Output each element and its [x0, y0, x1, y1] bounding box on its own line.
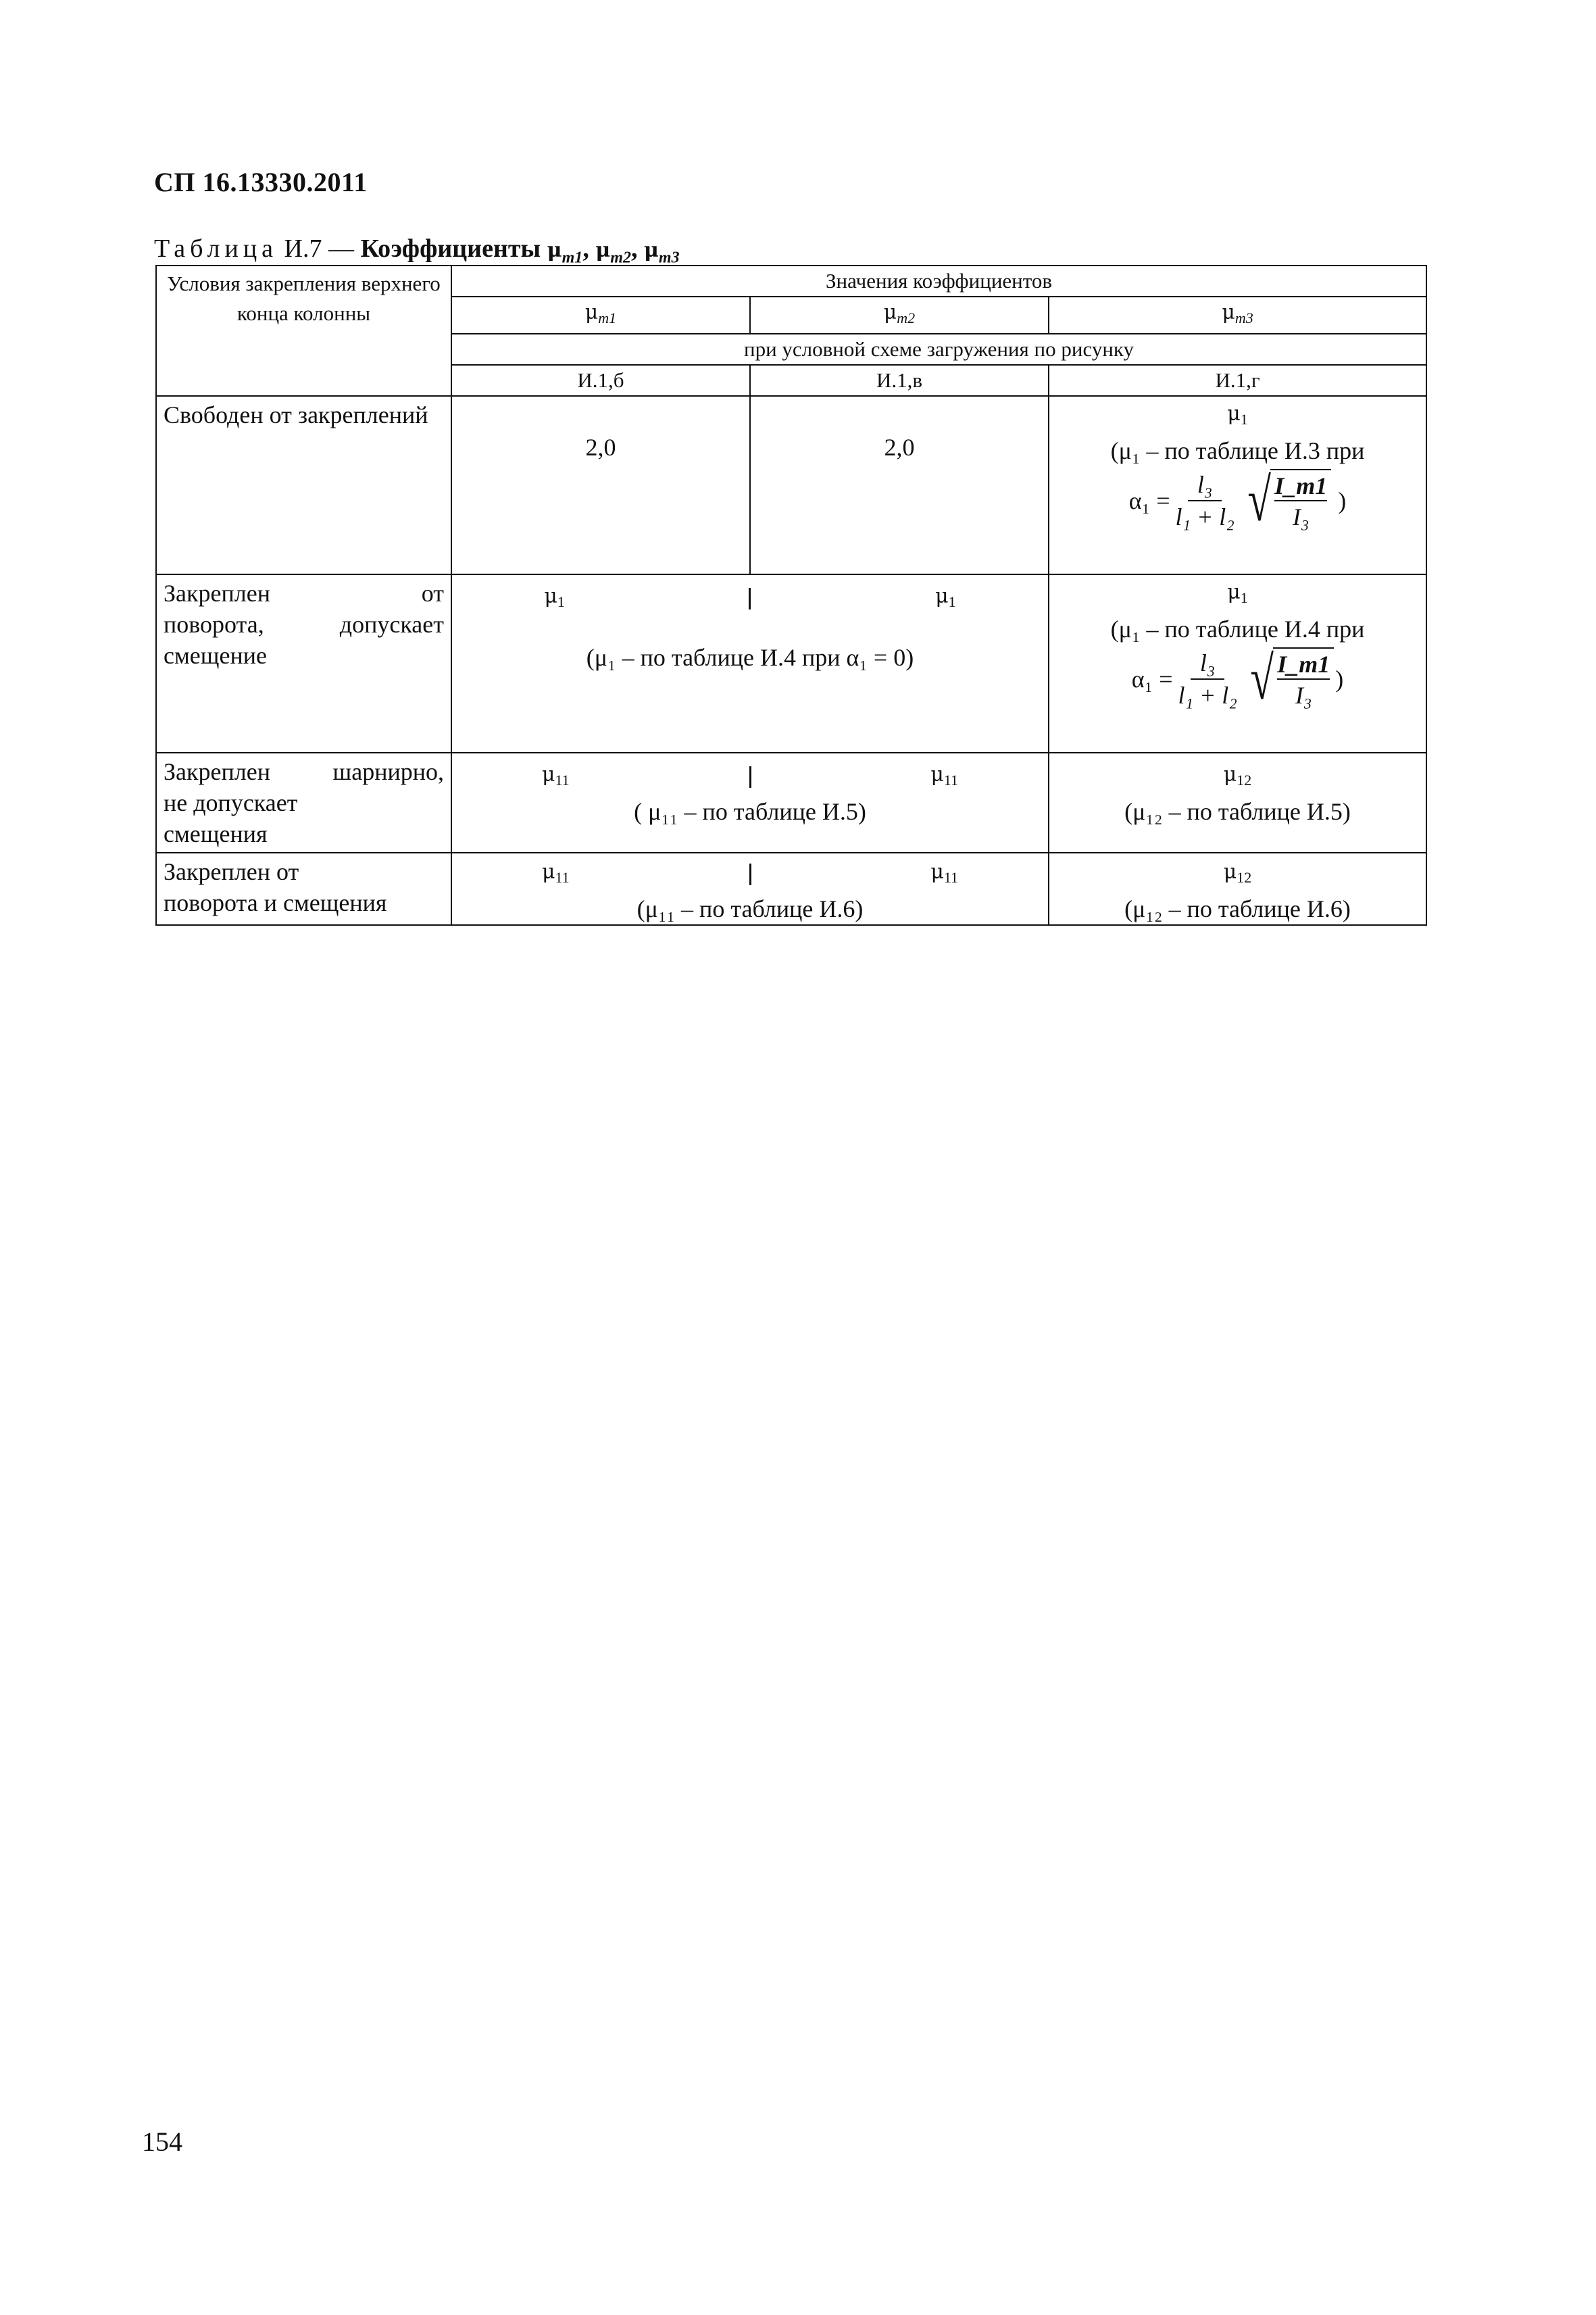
- row-condition: Закреплен шарнирно, не допускает смещения: [156, 753, 451, 853]
- header-scheme-g: И.1,г: [1049, 365, 1426, 396]
- table-caption: Таблица И.7 — Коэффициенты $\mu_{m1}$, $\mu_{m2}$, $\mu_{m3}$: [154, 234, 680, 267]
- caption-number: И.7: [284, 234, 322, 263]
- header-coef-m2: $\mu_{m2}$: [750, 297, 1049, 334]
- caption-mu-2: μ: [595, 239, 611, 262]
- row-value: 2,0: [451, 396, 750, 574]
- column-separator: [749, 766, 751, 788]
- table-row: [156, 753, 1426, 853]
- header-scheme-v: И.1,в: [750, 365, 1049, 396]
- row-condition: Закреплен от поворота, допускает смещение: [156, 574, 451, 753]
- document-code: СП 16.13330.2011: [154, 167, 368, 197]
- caption-mu-3: μ: [643, 239, 659, 262]
- coefficients-table: [155, 265, 1427, 926]
- row-condition: Свободен от закреплений: [156, 396, 451, 574]
- header-scheme-b: И.1,б: [451, 365, 750, 396]
- header-coef-m3: $\mu_{m3}$: [1049, 297, 1426, 334]
- column-separator: [749, 864, 751, 885]
- row-merged-values: $\mu_{11}$ $\mu_{11}$ (μ₁₁ – по таблице И.6): [451, 853, 1049, 925]
- row-value: $\mu_{12}$ (μ₁₂ – по таблице И.5): [1049, 753, 1426, 853]
- column-separator: [749, 588, 751, 609]
- row-formula: $\mu_1$ (μ₁ – по таблице И.4 при α₁ = $\frac{\text{l₃}}{\text{l₁ + l₂}}$ √ $\frac{I\_m1}{\text{I₃}}$ ): [1049, 574, 1426, 753]
- table-row: [156, 853, 1426, 925]
- caption-title: Коэффициенты: [360, 234, 541, 263]
- row-formula: $\mu_1$ (μ₁ – по таблице И.3 при α₁ = $\frac{\text{l₃}}{\text{l₁ + l₂}}$ √ $\frac{I\_m1}{\text{I₃}}$ ): [1049, 396, 1426, 574]
- row-value: 2,0: [750, 396, 1049, 574]
- row-merged-values: $\mu_{11}$ $\mu_{11}$ ( μ₁₁ – по таблице И.5): [451, 753, 1049, 853]
- row-value: $\mu_{12}$ (μ₁₂ – по таблице И.6): [1049, 853, 1426, 925]
- caption-dash: —: [328, 234, 354, 263]
- header-scheme-note: при условной схеме загружения по рисунку: [451, 334, 1426, 365]
- header-coef-m1: $\mu_{m1}$: [451, 297, 750, 334]
- row-condition: Закреплен от поворота и смещения: [156, 853, 451, 925]
- header-values: Значения коэффициентов: [451, 266, 1426, 297]
- caption-mu-1: μ: [547, 239, 562, 262]
- table-row: [156, 396, 1426, 574]
- caption-label: Таблица: [154, 234, 278, 263]
- row-merged-values: $\mu_1$ $\mu_1$ (μ₁ – по таблице И.4 при α₁ = 0): [451, 574, 1049, 753]
- header-conditions: Условия закрепления верхнего конца колонны: [156, 266, 451, 396]
- table-row: [156, 574, 1426, 753]
- page-number: 154: [142, 2126, 182, 2157]
